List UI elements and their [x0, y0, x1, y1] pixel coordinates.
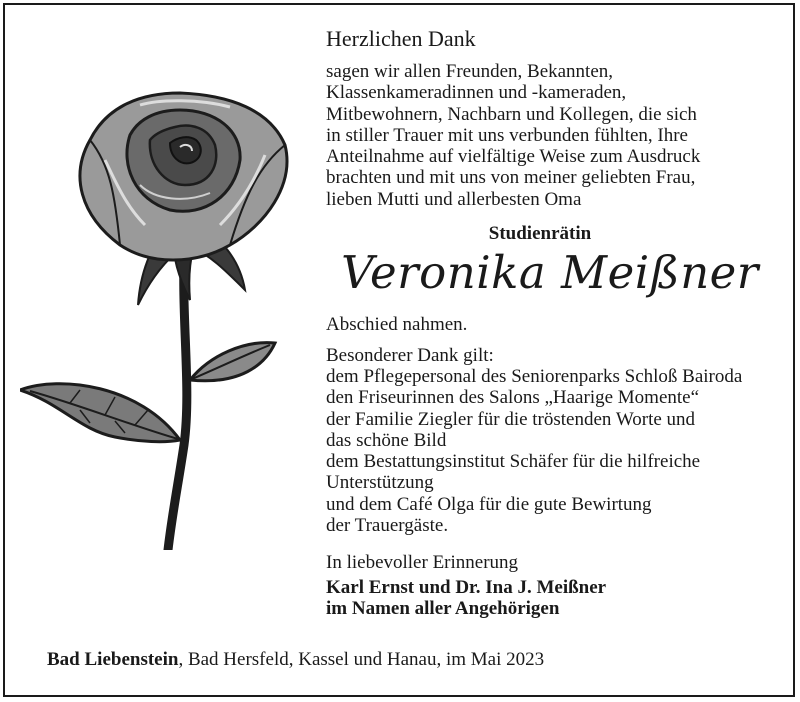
signer-line: im Namen aller Angehörigen — [326, 597, 560, 619]
intro-line: in stiller Trauer mit uns verbunden fühlten, Ihre — [326, 124, 688, 146]
deceased-title: Studienrätin — [488, 223, 592, 245]
heading: Herzlichen Dank — [326, 26, 476, 51]
thanks-line: und dem Café Olga für die gute Bewirtung — [326, 493, 652, 515]
text-column — [326, 26, 788, 619]
intro-text — [326, 61, 788, 210]
thanks-line: dem Bestattungsinstitut Schäfer für die hilfreiche — [326, 451, 701, 473]
footer-rest: , Bad Hersfeld, Kassel und Hanau, im Mai 2023 — [178, 649, 545, 670]
footer-location-date — [47, 649, 544, 671]
signer-line: Karl Ernst und Dr. Ina J. Meißner — [326, 576, 607, 598]
footer-place: Bad Liebenstein — [47, 649, 179, 670]
intro-line: Klassenkameradinnen und -kameraden, — [326, 82, 627, 104]
intro-line: Mitbewohnern, Nachbarn und Kollegen, die sich — [326, 103, 697, 125]
thanks-line: Unterstützung — [326, 472, 434, 494]
thanks-section — [326, 345, 788, 537]
thanks-line: der Familie Ziegler für die tröstenden Worte und — [326, 408, 696, 430]
thanks-heading: Besonderer Dank gilt: — [326, 344, 494, 366]
thanks-line: dem Pflegepersonal des Seniorenparks Schloß Bairoda — [326, 365, 743, 387]
memory-text: In liebevoller Erinnerung — [326, 552, 519, 574]
intro-line: sagen wir allen Freunden, Bekannten, — [326, 61, 614, 82]
intro-line: brachten und mit uns von meiner geliebten Frau, — [326, 167, 696, 189]
thanks-line: der Trauergäste. — [326, 515, 449, 537]
intro-line: lieben Mutti und allerbesten Oma — [326, 188, 582, 210]
rose-illustration — [20, 85, 310, 550]
signers — [326, 577, 788, 620]
farewell-text: Abschied nahmen. — [326, 314, 468, 336]
thanks-line: den Friseurinnen des Salons „Haarige Momente“ — [326, 387, 700, 409]
intro-line: Anteilnahme auf vielfältige Weise zum Ausdruck — [326, 146, 701, 168]
deceased-name: Veronika Meißner — [341, 246, 759, 300]
thanks-line: das schöne Bild — [326, 429, 447, 451]
